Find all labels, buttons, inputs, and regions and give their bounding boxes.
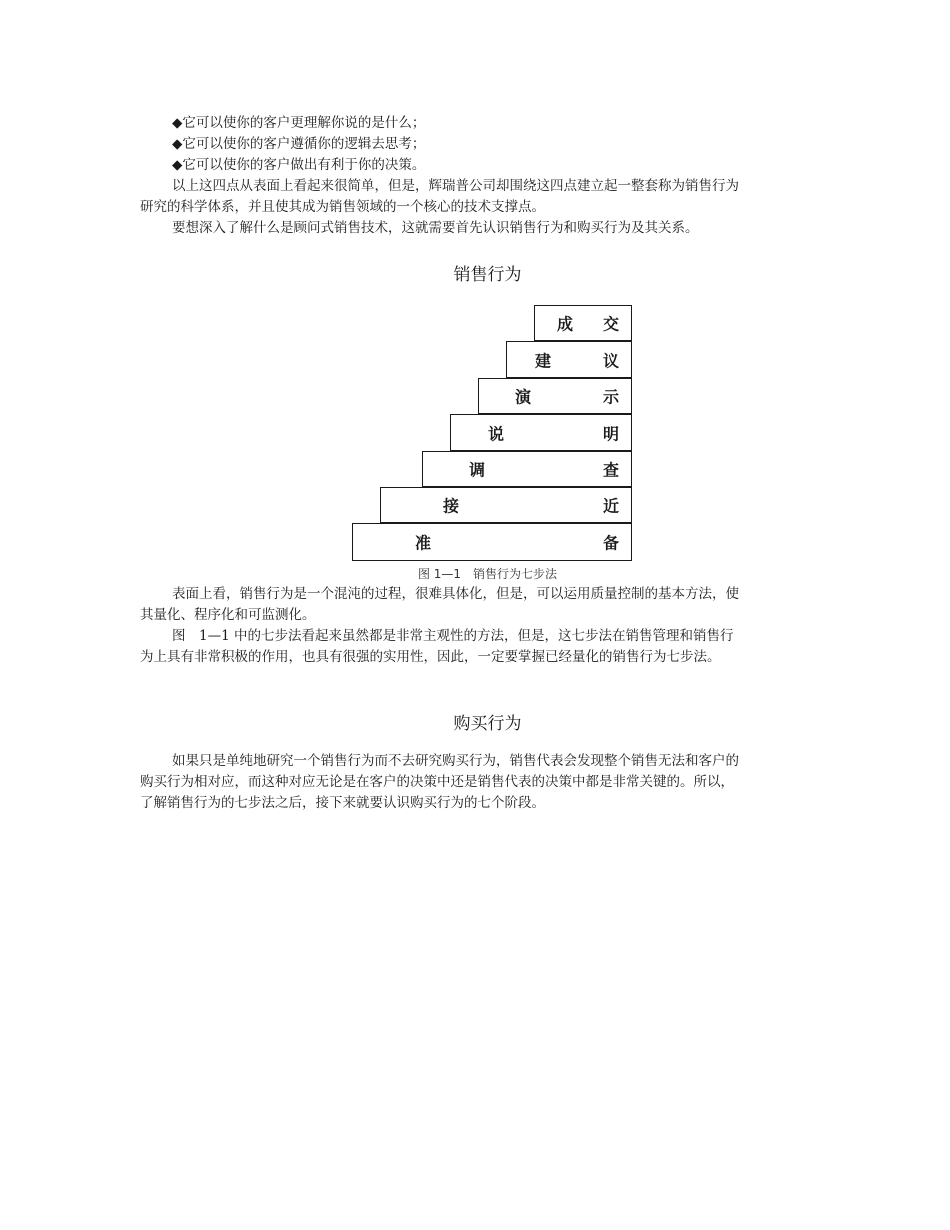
step-approach: [380, 487, 632, 523]
step-preparation: [352, 523, 632, 561]
step-closing: [534, 305, 632, 341]
step-investigation: [422, 451, 632, 487]
figure-caption: 图 1—1 销售行为七步法: [417, 567, 558, 581]
step-label-left: 成: [557, 314, 574, 334]
step-label-right: 明: [602, 424, 619, 443]
paragraph: 如果只是单纯地研究一个销售行为而不去研究购买行为，销售代表会发现整个销售无法和客户的购买行为相对应，而这种对应无论是在客户的决策中还是销售代表的决策中都是非常关键的。所以，了解销售行为的七步法之后，接下来就要认识购买行为的七个阶段。: [140, 753, 739, 811]
step-label-left: 建: [535, 351, 552, 370]
step-label-left: 演: [515, 387, 532, 407]
paragraph: 要想深入了解什么是顾问式销售技术，这就需要首先认识销售行为和购买行为及其关系。: [172, 220, 699, 236]
paragraph: 表面上看，销售行为是一个混沌的过程，很难具体化，但是，可以运用质量控制的基本方法，使其量化、程序化和可监测化。: [140, 586, 739, 623]
step-label-right: 备: [602, 533, 619, 553]
step-label-left: 说: [488, 424, 505, 443]
step-label-right: 示: [602, 387, 619, 407]
section-heading-buying-behavior: 购买行为: [453, 714, 522, 734]
step-label-right: 交: [602, 314, 619, 334]
bullet-item: ◆它可以使你的客户更理解你说的是什么；: [172, 115, 426, 131]
section2-body: [140, 751, 740, 814]
step-label-left: 调: [469, 460, 486, 480]
step-proposal: [506, 341, 632, 378]
paragraph: 图 1—1 中的七步法看起来虽然都是非常主观性的方法，但是，这七步法在销售管理和销售行为上具有非常积极的作用，也具有很强的实用性，因此，一定要掌握已经量化的销售行为七步法。: [140, 628, 734, 665]
paragraph: 以上这四点从表面上看起来很简单，但是，辉瑞普公司却围绕这四点建立起一整套称为销售行为研究的科学体系，并且使其成为销售领域的一个核心的技术支撑点。: [140, 178, 739, 215]
step-demonstration: [478, 378, 632, 414]
step-label-right: 议: [602, 351, 619, 370]
step-label-right: 近: [602, 496, 619, 516]
section1-body: [140, 584, 740, 668]
bullet-item: ◆它可以使你的客户遵循你的逻辑去思考；: [172, 136, 426, 152]
bullet-item: ◆它可以使你的客户做出有利于你的决策。: [172, 157, 426, 173]
seven-step-diagram: [0, 0, 950, 600]
step-label-left: 准: [415, 533, 432, 553]
step-label-right: 查: [602, 460, 619, 480]
step-label-left: 接: [443, 496, 460, 516]
step-explanation: [450, 414, 632, 451]
section-heading-sales-behavior: 销售行为: [453, 265, 522, 285]
